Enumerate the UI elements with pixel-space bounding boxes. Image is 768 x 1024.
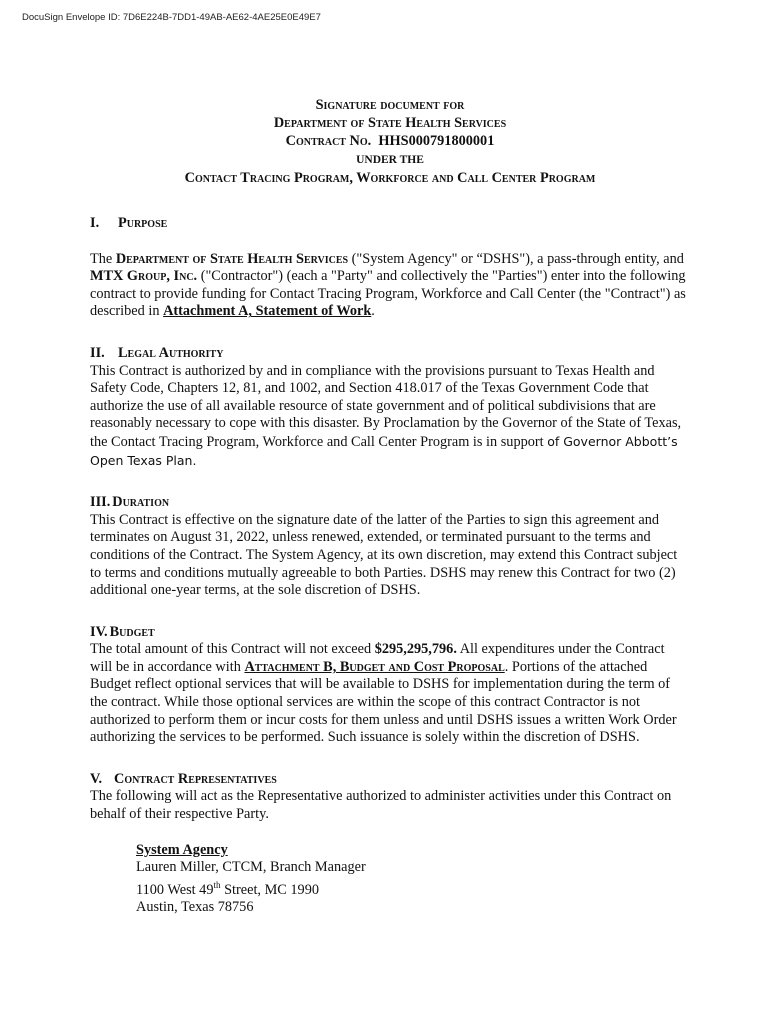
attachment-a-reference: Attachment A, Statement of Work (163, 303, 372, 320)
system-agency-contact (136, 842, 690, 917)
section-number: III. (90, 494, 111, 511)
text-run: Street, MC 1990 (220, 881, 319, 898)
text-run: The total amount of this Contract will not exceed (90, 641, 375, 658)
contact-street (136, 877, 690, 899)
title-line-1: Signature document for (315, 97, 465, 113)
text-run: The (90, 250, 116, 267)
text-run: . Portions of the attached Budget reflect optional services that will be available to DSHS for implementation during the term of the contract. While those optional services are within the scope of this contract Contractor is not authorized to perform them or incur costs for them unless and until DSHS issues a written Work Order authorizing the services to be performed. Such issuance is solely within the discretion of DSHS. (90, 658, 677, 746)
contract-number: HHS000791800001 (378, 133, 495, 150)
contract-amount: $295,295,796. (374, 641, 457, 658)
text-run: 1100 West 49 (136, 881, 214, 898)
document-title (90, 96, 690, 187)
text-run: of Governor Abbott’s Open Texas Plan. (90, 433, 678, 468)
section-number: IV. (90, 623, 108, 640)
contract-page (90, 96, 690, 917)
title-line-3 (90, 132, 690, 150)
dshs-name: Department of State Health Services (115, 250, 349, 267)
section-title: Budget (109, 623, 155, 640)
section-budget-body (90, 641, 690, 747)
section-legal-body (90, 363, 690, 471)
section-duration-body: This Contract is effective on the signature date of the latter of the Parties to sign this agreement and terminates on August 31, 2022, unless renewed, extended, or terminated pursuant to the terms and conditions of the Contract. The System Agency, at its own discretion, may extend this Contract subject to terms and conditions mutually agreeable to both Parties. DSHS may renew this Contract for two (2) additional one-year terms, at the sole discretion of DSHS. (90, 511, 678, 599)
system-agency-label: System Agency (136, 841, 228, 858)
section-legal-heading (90, 345, 690, 363)
contact-name: Lauren Miller, CTCM, Branch Manager (136, 859, 366, 876)
attachment-b-reference: Attachment B, Budget and Cost Proposal (244, 658, 505, 675)
mtx-name: MTX Group, Inc. (90, 268, 198, 285)
text-run: . (371, 303, 375, 320)
ordinal-suffix: th (213, 879, 221, 890)
section-duration-heading (90, 494, 690, 512)
text-run: This Contract is authorized by and in compliance with the provisions pursuant to Texas Health and Safety Code, Chapters 12, 81, and 1002, and Section 418.017 of the Texas Government Code that authorize the use of all available resource of state government and of political subdivisions that are reasonably necessary to cope with this disaster. By Proclamation by the Governor of the State of Texas, the Contact Tracing Program, Workforce and Call Center Program is in support (90, 362, 682, 450)
section-reps-body: The following will act as the Representative authorized to administer activities under this Contract on behalf of their respective Party. (90, 788, 672, 823)
text-run: All expenditures under the Contract will be in accordance with (90, 641, 665, 675)
section-title: Legal Authority (118, 344, 224, 361)
section-budget-heading (90, 624, 690, 642)
title-line-2: Department of State Health Services (273, 115, 507, 132)
contact-city: Austin, Texas 78756 (136, 899, 254, 916)
docusign-envelope-id: DocuSign Envelope ID: 7D6E224B-7DD1-49AB-AE62-4AE25E0E49E7 (22, 12, 321, 23)
section-number: I. (90, 215, 100, 232)
section-number: V. (90, 770, 103, 787)
section-reps-heading (90, 771, 690, 789)
title-line-5: Contact Tracing Program, Workforce and Call Center Program (184, 169, 596, 186)
section-title: Duration (112, 494, 170, 511)
title-line-4: UNDER THE (356, 153, 424, 166)
contract-no-label: Contract No. (285, 133, 372, 150)
text-run: ("System Agency" or “DSHS"), a pass-through entity, and (348, 250, 684, 267)
section-purpose-body (90, 251, 690, 321)
section-number: II. (90, 344, 105, 361)
section-title: Purpose (118, 215, 168, 232)
text-run: ("Contractor") (each a "Party" and collectively the "Parties") enter into the following contract to provide funding for Contact Tracing Program, Workforce and Call Center (the "Contract") as described in (90, 268, 686, 320)
section-title: Contract Representatives (114, 770, 277, 787)
section-purpose-heading (90, 215, 690, 233)
